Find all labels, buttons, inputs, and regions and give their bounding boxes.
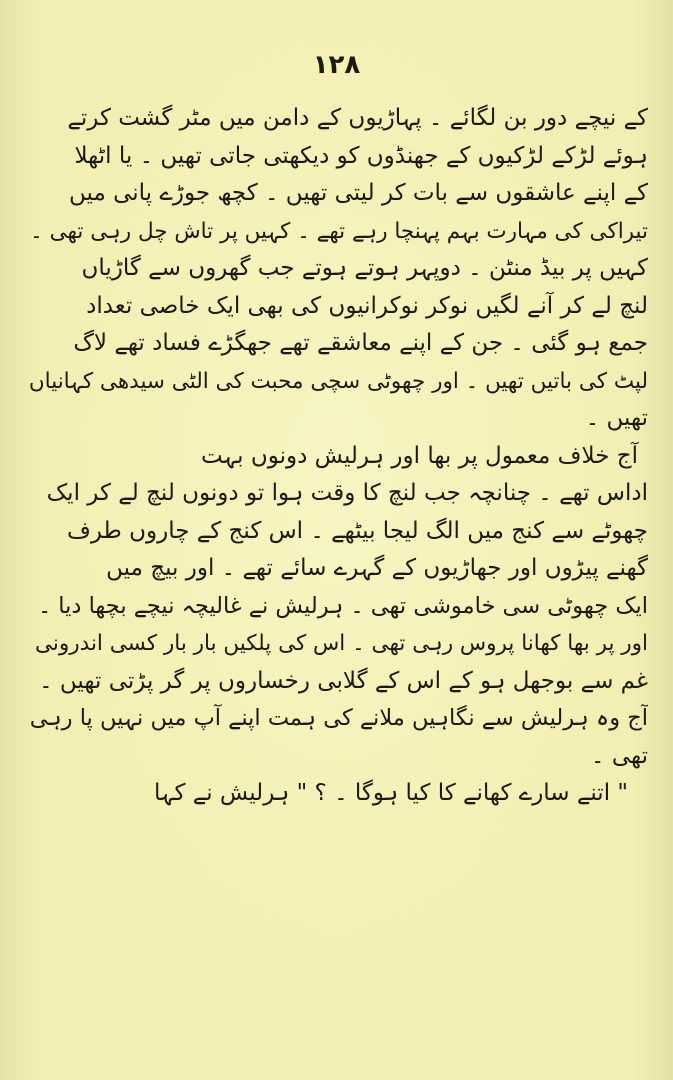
text-line: اور پر بھا کھانا پروس رہی تھی ۔ اس کی پلکیں بار بار کسی اندرونی — [34, 631, 648, 656]
text-line: کے اپنے عاشقوں سے بات کر لیتی تھیں ۔ کچھ جوڑے پانی میں — [69, 180, 648, 206]
text-line: کے نیچے دور بن لگائے ۔ پہاڑیوں کے دامن میں مٹر گشت کرتے — [67, 105, 648, 131]
text-line: آج وہ ہرلیش سے نگاہیں ملانے کی ہمت اپنے آپ میں نہیں پا رہی — [29, 705, 648, 731]
text-line: غم سے بوجھل ہو کے اس کے گلابی رخساروں پر گر پڑتی تھیں ۔ — [39, 667, 648, 694]
text-line: کہیں پر بیڈ منٹن ۔ دوپہر ہوتے ہوتے جب گھروں سے گاڑیاں — [81, 255, 648, 281]
urdu-text-block — [28, 100, 648, 813]
text-line: گھنے پیڑوں اور جھاڑیوں کے گہرے سائے تھے ۔ اور بیچ میں — [106, 555, 648, 581]
text-line: تھیں ۔ — [585, 405, 648, 431]
text-line: ہوئے لڑکے لڑکیوں کے جھنڈوں کو دیکھتی جاتی تھیں ۔ یا اٹھلا — [74, 142, 648, 169]
text-line: تیراکی کی مہارت بہم پہنچا رہے تھے ۔ کہیں پر تاش چل رہی تھی ۔ — [30, 218, 648, 244]
text-line: جمع ہو گئی ۔ جن کے اپنے معاشقے تھے جھگڑے فساد تھے لاگ — [73, 330, 648, 356]
text-line: لنچ لے کر آنے لگیں نوکر نوکرانیوں کی بھی ایک خاصی تعداد — [86, 292, 648, 319]
page-number: ۱۲۸ — [312, 50, 361, 80]
text-line: اداس تھے ۔ چنانچہ جب لنچ کا وقت ہوا تو دونوں لنچ لے کر ایک — [46, 480, 648, 506]
text-line: لپٹ کی باتیں تھیں ۔ اور چھوٹی سچی محبت کی الٹی سیدھی کہانیاں — [28, 368, 648, 394]
paragraph-start-line: آج خلاف معمول پر بھا اور ہرلیش دونوں بہت — [201, 442, 638, 469]
text-line: تھی ۔ — [591, 742, 648, 769]
dialogue-line: " اتنے سارے کھانے کا کیا ہوگا ۔ ؟ " ہرلیش نے کہا — [153, 780, 628, 806]
text-line: چھوٹے سے کنج میں الگ لیجا بیٹھے ۔ اس کنج کے چاروں طرف — [67, 517, 648, 544]
text-line: ایک چھوٹی سی خاموشی تھی ۔ ہرلیش نے غالیچہ نیچے بچھا دیا ۔ — [37, 592, 648, 619]
